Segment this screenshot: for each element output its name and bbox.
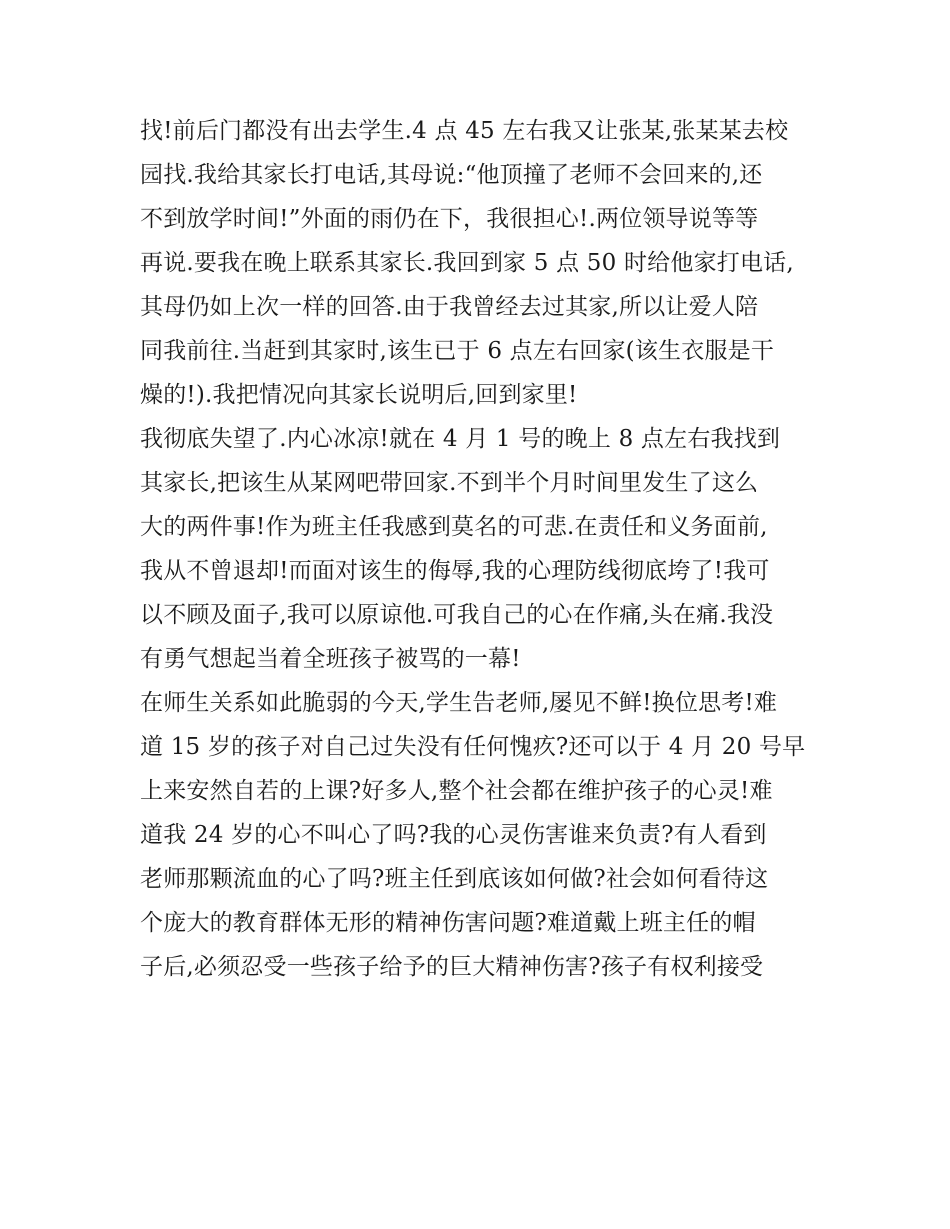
text-line: 在师生关系如此脆弱的今天,学生告老师,屡见不鲜!换位思考!难 bbox=[140, 690, 778, 716]
text-line: 大的两件事!作为班主任我感到莫名的可悲.在责任和义务面前, bbox=[140, 514, 768, 540]
text-line: 以不顾及面子,我可以原谅他.可我自己的心在作痛,头在痛.我没 bbox=[140, 602, 774, 628]
text-line: 其家长,把该生从某网吧带回家.不到半个月时间里发生了这么 bbox=[140, 470, 759, 496]
text-line: 其母仍如上次一样的回答.由于我曾经去过其家,所以让爱人陪 bbox=[140, 294, 759, 320]
document-body bbox=[140, 109, 820, 989]
text-line: 我彻底失望了.内心冰凉!就在 4 月 1 号的晚上 8 点左右我找到 bbox=[140, 426, 781, 452]
text-line: 再说.要我在晚上联系其家长.我回到家 5 点 50 时给他家打电话, bbox=[140, 250, 794, 276]
text-line: 上来安然自若的上课?好多人,整个社会都在维护孩子的心灵!难 bbox=[140, 778, 773, 804]
text-line: 我从不曾退却!而面对该生的侮辱,我的心理防线彻底垮了!我可 bbox=[140, 558, 770, 584]
text-line: 燥的!).我把情况向其家长说明后,回到家里! bbox=[140, 382, 578, 408]
text-line: 个庞大的教育群体无形的精神伤害问题?难道戴上班主任的帽 bbox=[140, 910, 756, 936]
text-line: 道我 24 岁的心不叫心了吗?我的心灵伤害谁来负责?有人看到 bbox=[140, 822, 767, 848]
text-line: 道 15 岁的孩子对自己过失没有任何愧疚?还可以于 4 月 20 号早 bbox=[140, 734, 806, 760]
text-line: 园找.我给其家长打电话,其母说:“他顶撞了老师不会回来的,还 bbox=[140, 162, 763, 188]
text-line: 子后,必须忍受一些孩子给予的巨大精神伤害?孩子有权利接受 bbox=[140, 954, 764, 980]
text-line: 不到放学时间!”外面的雨仍在下，我很担心!.两位领导说等等 bbox=[140, 206, 759, 232]
text-line: 老师那颗流血的心了吗?班主任到底该如何做?社会如何看待这 bbox=[140, 866, 769, 892]
text-line: 有勇气想起当着全班孩子被骂的一幕! bbox=[140, 646, 521, 672]
text-line: 找!前后门都没有出去学生.4 点 45 左右我又让张某,张某某去校 bbox=[140, 118, 789, 144]
text-line: 同我前往.当赶到其家时,该生已于 6 点左右回家(该生衣服是干 bbox=[140, 338, 775, 364]
